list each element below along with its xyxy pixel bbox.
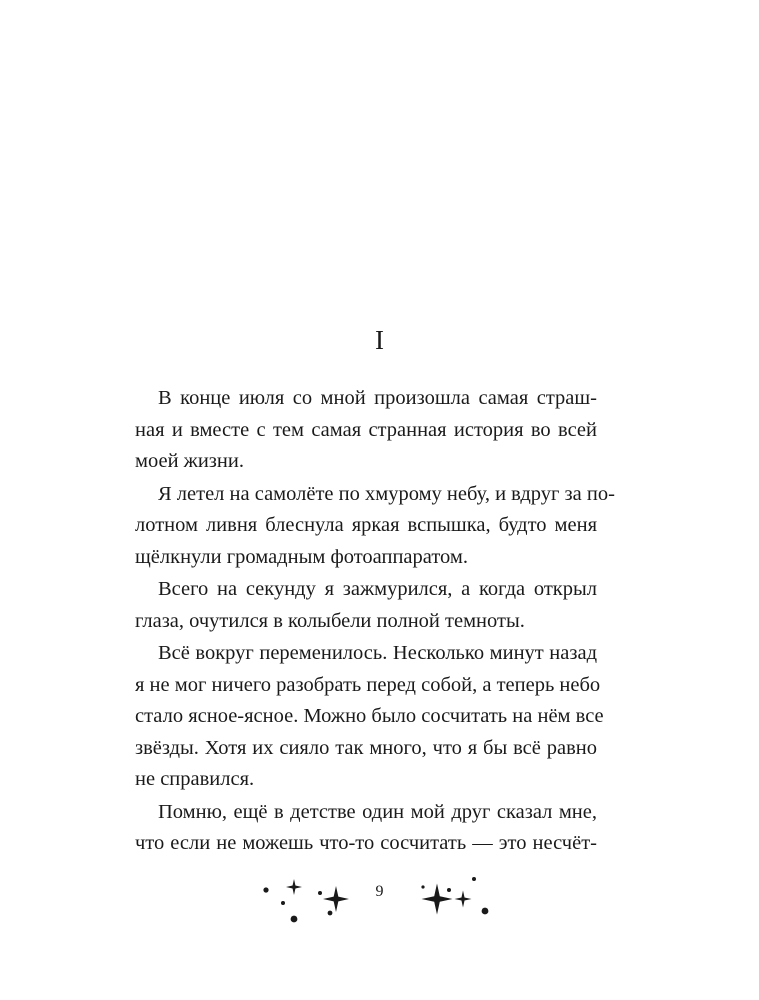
text-line: щёлкнули громадным фотоаппаратом. (135, 545, 468, 568)
star-dot-icon (482, 908, 489, 915)
text-line: я не мог ничего разобрать перед собой, а теперь небо (135, 673, 601, 696)
text-line: звёзды. Хотя их сияло так много, что я бы всё равно (135, 736, 597, 759)
text-line: глаза, очутился в колыбели полной темноты. (135, 609, 525, 632)
page-footer (0, 868, 759, 928)
star-dot-icon (328, 911, 333, 916)
text-line: лотном ливня блеснула яркая вспышка, будто меня (135, 514, 597, 536)
text-line: что если не можешь что-то сосчитать — это несчёт- (135, 832, 597, 854)
body-text (135, 383, 615, 861)
paragraph (135, 383, 597, 478)
text-line: Всё вокруг переменилось. Несколько минут назад (158, 642, 597, 664)
paragraph (135, 638, 604, 796)
page-number: 9 (375, 883, 384, 900)
text-line: В конце июля со мной произошла самая страш- (158, 387, 597, 409)
text-line: не справился. (135, 768, 255, 790)
text-line: моей жизни. (135, 450, 244, 472)
paragraph (135, 479, 615, 574)
text-line: Я летел на самолёте по хмурому небу, и вдруг за по- (158, 482, 615, 505)
text-line: Помню, ещё в детстве один мой друг сказал мне, (158, 800, 597, 823)
text-line: Всего на секунду я зажмурился, а когда открыл (158, 578, 597, 600)
chapter-heading: I (375, 325, 384, 355)
star-dot-icon (472, 877, 476, 881)
paragraph (135, 797, 597, 860)
paragraph (135, 574, 597, 637)
star-dot-icon (291, 916, 298, 923)
text-line: ная и вместе с тем самая странная история во всей (135, 418, 597, 441)
text-line: стало ясное-ясное. Можно было сосчитать на нём все (135, 705, 604, 727)
